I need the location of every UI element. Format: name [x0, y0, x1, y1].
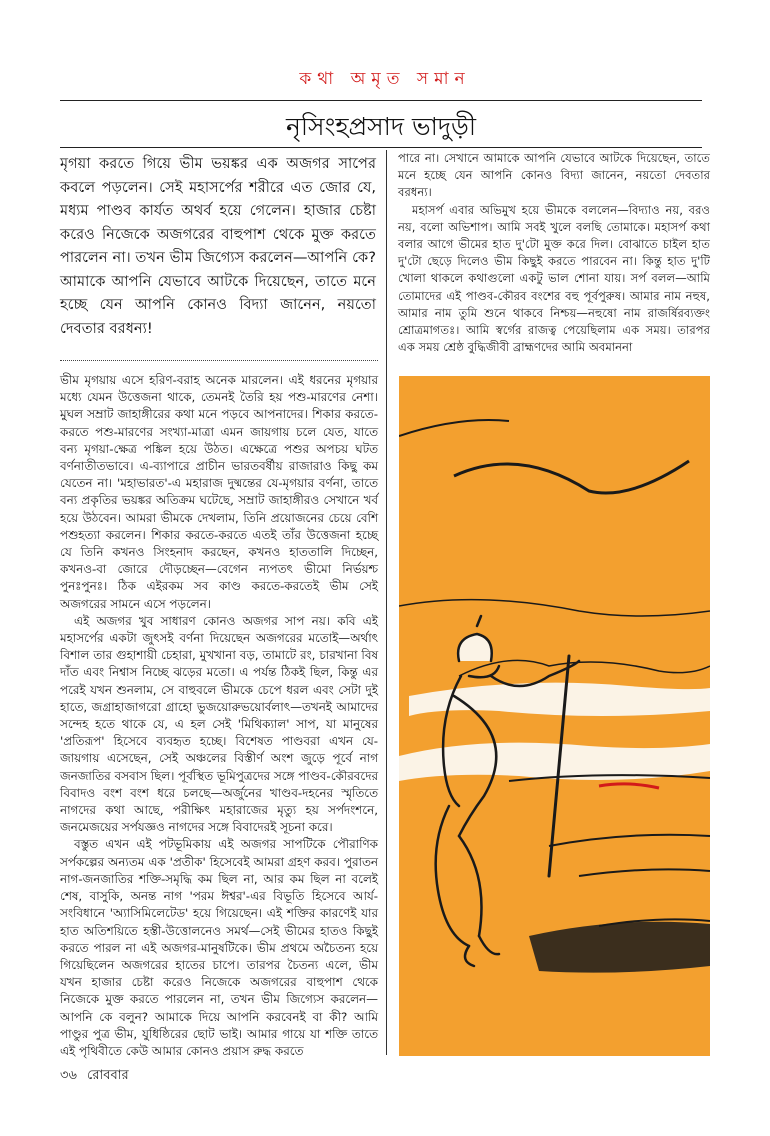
- body-column-left: [60, 372, 378, 1060]
- page-number: ৩৬: [60, 1068, 77, 1083]
- lede-divider: [60, 360, 378, 361]
- ascetic-figure: [436, 616, 579, 966]
- body-column-right: [398, 150, 710, 356]
- author-name: নৃসিংহপ্রসাদ ভাদুড়ী: [285, 112, 476, 141]
- illustration: [399, 376, 710, 1056]
- bird-stroke: [454, 461, 689, 493]
- water-stroke: [579, 869, 710, 876]
- horizon-stroke: [399, 600, 710, 616]
- page-footer: [60, 1066, 135, 1087]
- ground-band: [529, 922, 710, 973]
- sky-stroke: [399, 420, 509, 436]
- body-paragraph: বস্তুত এখন এই পটভূমিকায় এই অজগর সাপটিকে পৌরাণিক সর্পকল্পের অন্যতম এক 'প্রতীক' হিসেবেই আমরা গ্রহণ করব। পুরাতন নাগ-জনজাতির শক্তি-সমৃদ্ধি কম ছিল না, আর কম ছিল না বলেই শেষ, বাসুকি, অনন্ত নাগ 'পরম ঈশ্বর'-এর বিভূতি হিসেবে আর্য-সংবিধানে 'অ্যাসিমিলেটেড' হয়ে গিয়েছেন। এই শক্তির কারণেই যার হাত অতিশয়িতে হস্তী-উত্তোলনেও সমর্থ—সেই ভীমের হাতও কিছুই করতে পারল না এই অজগর-মানুষটিকে। ভীম প্রথমে অচৈতন্য হয়ে গিয়েছিলেন অজগরের হাতের চাপে। তারপর চৈতন্য এলে, ভীম যখন হাজার চেষ্টা করেও নিজেকে অজগরের বাহুপাশ থেকে নিজেকে মুক্ত করতে পারলেন না, তখন ভীম জিগ্যেস করলেন—আপনি কে বলুন? আমাকে দিয়ে আপনি করবেনই বা কী? আমি পাণ্ডুর পুত্র ভীম, যুধিষ্ঠিরের ছোট ভাই। আমার গায়ে যা শক্তি তাতে এই পৃথিবীতে কেউ আমার কোনও প্রয়াস রুদ্ধ করতে: [60, 837, 378, 1058]
- water-stroke: [549, 835, 710, 846]
- mountain-stroke: [459, 660, 710, 676]
- lede-paragraph: মৃগয়া করতে গিয়ে ভীম ভয়ঙ্কর এক অজগর সাপের কবলে পড়লেন। সেই মহাসর্পের শরীরে এত জোর যে, মধ্যম পাণ্ডব কার্যত অথর্ব হয়ে গেলেন। হাজার চেষ্টা করেও নিজেকে অজগরের বাহুপাশ থেকে মুক্ত করতে পারলেন না। তখন ভীম জিগ্যেস করলেন—আপনি কে? আমাকে আপনি যেভাবে আটকে দিয়েছেন, তাতে মনে হচ্ছে যেন আপনি কোনও বিদ্যা জানেন, নয়তো দেবতার বরধন্য!: [60, 155, 376, 337]
- body-paragraph: এই অজগর খুব সাধারণ কোনও অজগর সাপ নয়। কবি এই মহাসর্পের একটা জুৎসই বর্ণনা দিয়েছেন অজগরের মতোই—অর্থাৎ বিশাল তার গুহাশায়ী চেহারা, মুখখানা বড়, তামাটে রং, চারখানা বিষ দাঁত এবং নিশ্বাস নিচ্ছে ঝড়ের মতো। এ পর্যন্ত ঠিকই ছিল, কিন্তু এর পরেই যখন শুনলাম, সে বাহুবলে ভীমকে চেপে ধরল এবং সেটা দুই হাতে, জগ্রাহাজাগরো গ্রাহো ভুজয়োরুভয়োর্বলাৎ—তখনই আমাদের সন্দেহ হতে থাকে যে, এ হল সেই 'মিথিক্যাল' সাপ, যা মানুষের 'প্রতিরূপ' হিসেবে ব্যবহৃত হচ্ছে। বিশেষত পাণ্ডবরা এখন যে-জায়গায় এসেছেন, সেই অঞ্চলের বিস্তীর্ণ অংশ জুড়ে পূর্বে নাগ জনজাতির বসবাস ছিল। পূর্বস্থিত ভূমিপুত্রদের সঙ্গে পাণ্ডব-কৌরবদের বিবাদও বংশ বংশ ধরে চলছে—অর্জুনের খাণ্ডব-দহনের স্মৃতিতে নাগদের কথা আছে, পরীক্ষিৎ মহারাজের মৃত্যু হয় সর্পদংশনে, জনমেজয়ের সর্পযজ্ঞও নাগদের সঙ্গে বিবাদেরই সূচনা করে।: [60, 613, 378, 835]
- body-paragraph: মহাসর্প এবার অভিমুখ হয়ে ভীমকে বললেন—বিদ্যাও নয়, বরও নয়, বলো অভিশাপ। আমি সবই খুলে বলছি তোমাকে। মহাসর্প কথা বলার আগে ভীমের হাত দু'টো মুক্ত করে দিল। বোঝাতে চাইল হাত দু'টো ছেড়ে দিলেও ভীম কিছুই করতে পারবেন না। কিন্তু হাত দু'টি খোলা থাকলে কথাগুলো একটু ভাল শোনা যায়। সর্প বলল—আমি তোমাদের এই পাণ্ডব-কৌরব বংশের বহু পূর্বপুরুষ। আমার নাম নহুষ, আমার নাম তুমি শুনে থাকবে নিশ্চয়—নহুষো নাম রাজর্ষিরব্যক্তং শ্রোত্রমাগতঃ। আমি স্বর্গের রাজত্ব পেয়েছিলাম এক সময়। তারপর এক সময় শ্রেষ্ঠ বুদ্ধিজীবী ব্রাহ্মণদের আমি অবমাননা: [398, 202, 710, 355]
- body-paragraph: পারে না। সেখানে আমাকে আপনি যেভাবে আটকে দিয়েছেন, তাতে মনে হচ্ছে যেন আপনি কোনও বিদ্যা জানেন, নয়তো দেবতার বরধন্য।: [398, 151, 710, 200]
- body-paragraph: ভীম মৃগয়ায় এসে হরিণ-বরাহ অনেক মারলেন। এই ধরনের মৃগয়ার মধ্যে যেমন উত্তেজনা থাকে, তেমনই তৈরি হয় পশু-মারণের নেশা। মুঘল সম্রাট জাহাঙ্গীরের কথা মনে পড়বে আপনাদের। শিকার করতে-করতে পশু-মারণের সংখ্যা-মাত্রা এমন জায়গায় চলে যেত, যাতে বন্য মৃগয়া-ক্ষেত্র পঙ্কিল হয়ে উঠত। এক্ষেত্রে পশুর অপচয় ঘটত বর্ণনাতীতভাবে। এ-ব্যাপারে প্রাচীন ভারতবর্ষীয় রাজারাও কিছু কম যেতেন না। 'মহাভারত'-এ মহারাজ দুষ্মন্তের যে-মৃগয়ার বর্ণনা, তাতে বন্য প্রকৃতির ভয়ঙ্কর অতিক্রম ঘটেছে, সম্রাট জাহাঙ্গীরও সেখানে খর্ব হয়ে উঠবেন। আমরা ভীমকে দেখলাম, তিনি প্রয়োজনের চেয়ে বেশি পশুহত্যা করলেন। শিকার করতে-করতে এতই তাঁর উত্তেজনা হচ্ছে যে তিনি কখনও সিংহনাদ করছেন, কখনও হাততালি দিচ্ছেন, কখনও-বা জোরে দৌড়চ্ছেন—বেগেন ন্যপতৎ ভীমো নির্ভয়শ্চ পুনঃপুনঃ। ঠিক এইরকম সব কাণ্ড করতে-করতেই ভীম সেই অজগরের সামনে এসে পড়লেন।: [60, 373, 378, 611]
- illustration-drawing: [399, 376, 710, 1056]
- column-divider: [386, 150, 387, 1055]
- series-title: কথা অমৃত সমান: [299, 69, 471, 89]
- section-name: রোববার: [87, 1068, 129, 1083]
- accent-mark: [599, 784, 659, 788]
- author-banner: [60, 100, 702, 148]
